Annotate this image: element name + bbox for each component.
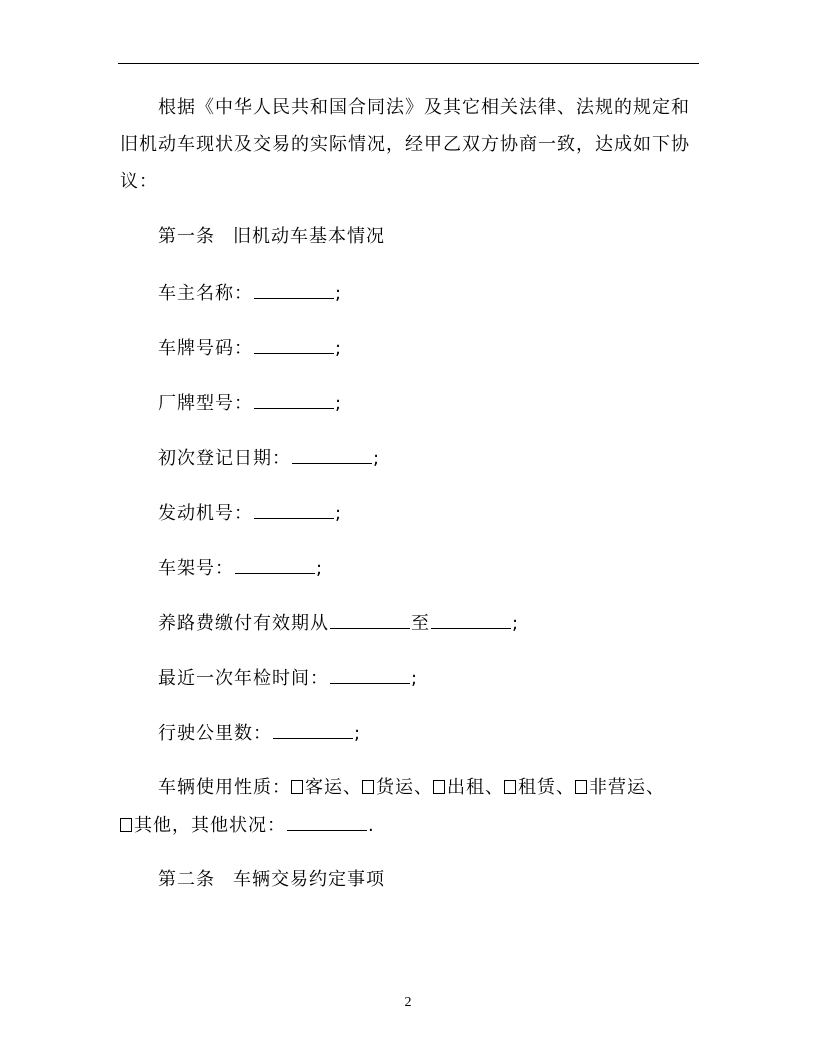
intro-line-1: 根据《中华人民共和国合同法》及其它相关法律、法规的规定和 [158,97,690,118]
checkbox-non-commercial[interactable] [575,780,587,794]
frame-number-blank[interactable] [235,557,315,574]
field-label: 车架号： [158,558,234,579]
field-terminator: ; [411,668,419,689]
article-1-number: 第一条 [158,226,215,247]
field-label: 最近一次年检时间： [158,668,329,689]
field-usage-continued [120,814,375,837]
page-number: 2 [404,995,412,1010]
field-label: 车牌号码： [158,338,253,359]
field-terminator: ; [316,558,324,579]
usage-option-freight: 货运 [376,777,414,798]
usage-option-other: 其他 [134,815,172,836]
checkbox-passenger[interactable] [291,780,303,794]
field-label: 养路费缴付有效期从 [158,613,329,634]
field-mileage [158,722,361,745]
usage-label: 车辆使用性质： [158,777,291,798]
field-usage [158,777,665,799]
usage-option-passenger: 客运 [305,777,343,798]
field-label: 初次登记日期： [158,448,291,469]
field-terminator: ; [354,723,362,744]
road-fee-to-label: 至 [411,613,430,634]
field-plate-number [158,337,342,360]
separator: 、 [556,777,575,798]
article-2-title: 车辆交易约定事项 [233,869,385,890]
mileage-blank[interactable] [273,722,353,739]
intro-line-2: 旧机动车现状及交易的实际情况，经甲乙双方协商一致，达成如下协 [120,134,690,155]
field-terminator: ; [512,613,520,634]
usage-option-non-commercial: 非营运 [589,777,646,798]
separator: 、 [414,777,433,798]
field-engine-number [158,502,342,525]
field-terminator: ; [335,393,343,414]
usage-option-taxi: 出租 [447,777,485,798]
engine-number-blank[interactable] [254,502,334,519]
article-1-heading [158,226,385,248]
field-model [158,392,342,415]
checkbox-freight[interactable] [362,780,374,794]
field-owner-name [158,282,342,305]
field-terminator: ; [335,503,343,524]
field-first-registration [158,447,380,470]
field-label: 车主名称： [158,283,253,304]
separator: 、 [343,777,362,798]
model-blank[interactable] [254,392,334,409]
article-2-heading [158,869,385,891]
field-label: 厂牌型号： [158,393,253,414]
field-terminator: ; [335,338,343,359]
field-frame-number [158,557,323,580]
road-fee-from-blank[interactable] [330,612,410,629]
field-terminator: ; [335,283,343,304]
field-last-inspection [158,667,418,690]
article-2-number: 第二条 [158,869,215,890]
separator: 、 [485,777,504,798]
field-terminator: . [368,815,375,836]
field-label: 发动机号： [158,503,253,524]
checkbox-taxi[interactable] [433,780,445,794]
checkbox-rental[interactable] [504,780,516,794]
road-fee-to-blank[interactable] [431,612,511,629]
other-condition-blank[interactable] [287,814,367,831]
plate-number-blank[interactable] [254,337,334,354]
separator: 、 [646,777,665,798]
article-1-title: 旧机动车基本情况 [233,226,385,247]
usage-option-rental: 租赁 [518,777,556,798]
owner-name-blank[interactable] [254,282,334,299]
last-inspection-blank[interactable] [330,667,410,684]
intro-line-3: 议： [120,171,158,192]
field-terminator: ; [373,448,381,469]
field-road-fee [158,612,519,635]
other-condition-label: ，其他状况： [172,815,286,836]
field-label: 行驶公里数： [158,723,272,744]
header-rule [118,63,699,64]
checkbox-other[interactable] [120,818,132,832]
first-registration-blank[interactable] [292,447,372,464]
